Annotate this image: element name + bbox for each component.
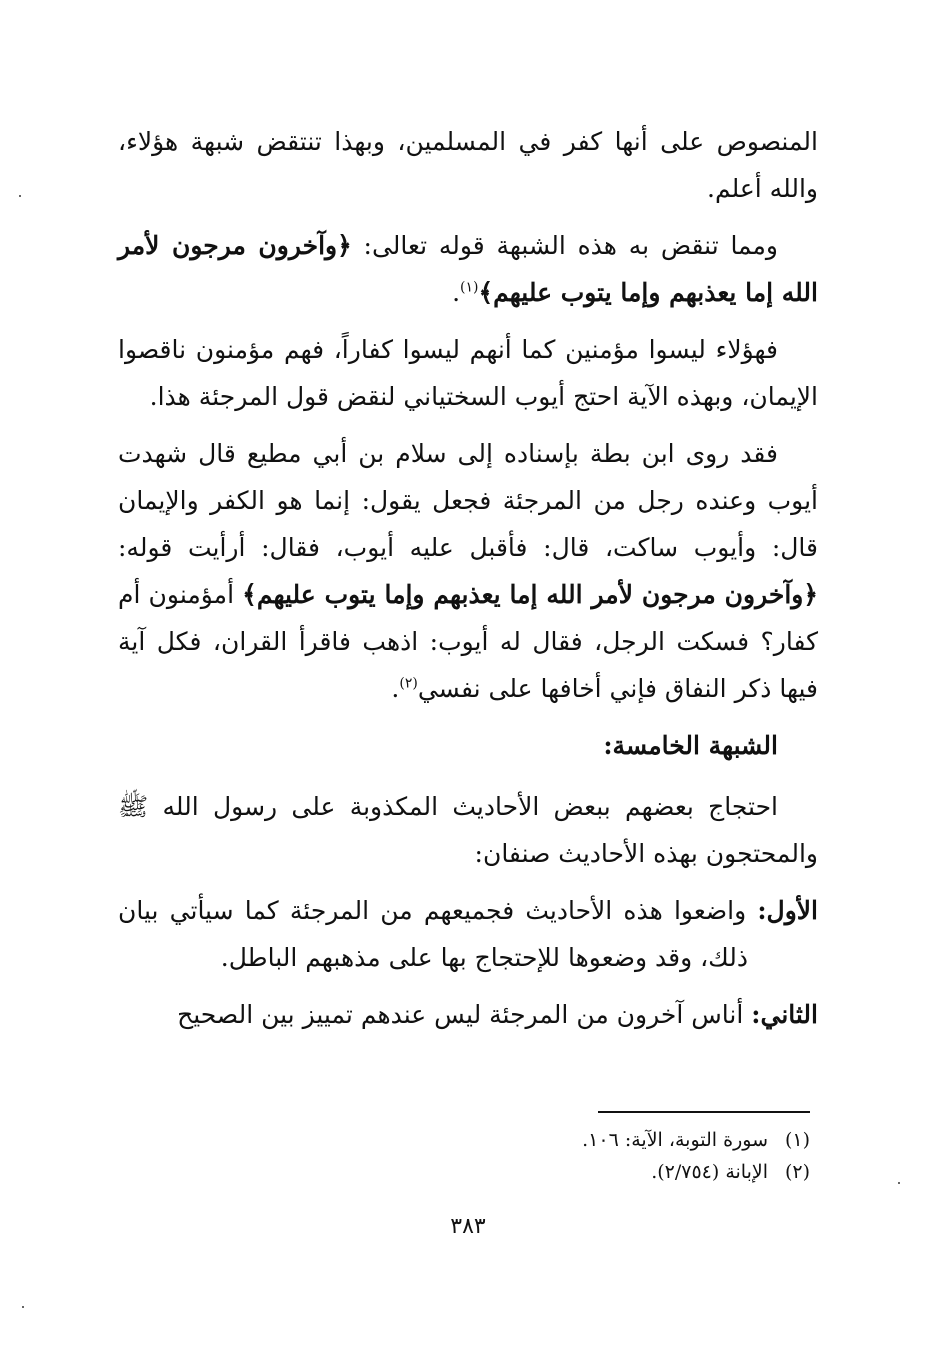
- footnote-2: [400, 1156, 810, 1188]
- footnote-ref-1: (١): [460, 279, 479, 296]
- scan-speck: [19, 195, 21, 197]
- sentence-end: .: [452, 278, 461, 307]
- footnote-separator: [598, 1111, 810, 1113]
- page-number: ٣٨٣: [450, 1214, 486, 1239]
- footnote-text: الإبانة (٢/٧٥٤).: [651, 1161, 768, 1183]
- quran-verse: ﴿وآخرون مرجون لأمر الله إما يعذبهم وإما يتوب عليهم﴾: [242, 580, 819, 609]
- paragraph-4-text-b: أمؤمنون أم كفار؟ فسكت الرجل، فقال له أيوب: اذهب فاقرأ القران، فكل آية فيها ذكر النفاق فإني أخافها على نفسي: [118, 580, 818, 703]
- sentence-end: .: [391, 674, 400, 703]
- footnote-1: [400, 1124, 810, 1156]
- list-item-second: [118, 991, 818, 1038]
- paragraph-3: فهؤلاء ليسوا مؤمنين كما أنهم ليسوا كفاراً، فهم مؤمنون ناقصوا الإيمان، وبهذه الآية احتج أيوب السختياني لنقض قول المرجئة هذا.: [118, 335, 818, 411]
- footnote-number: (٢): [784, 1161, 810, 1183]
- list-item-first: [118, 887, 818, 981]
- list-item-text: أناس آخرون من المرجئة ليس عندهم تمييز بين الصحيح: [177, 1000, 752, 1029]
- paragraph-4-text-a: فقد روى ابن بطة بإسناده إلى سلام بن أبي مطيع قال شهدت أيوب وعنده رجل من المرجئة فجعل يقول: إنما هو الكفر والإيمان قال: وأيوب ساكت، قال: فأقبل عليه أيوب، فقال: أرأيت قوله:: [118, 439, 818, 562]
- list-item-label: الثاني:: [751, 1000, 818, 1029]
- footnotes: [400, 1124, 810, 1188]
- footnote-ref-2: (٢): [399, 675, 418, 692]
- footnote-text: سورة التوبة، الآية: ١٠٦.: [582, 1129, 768, 1151]
- paragraph-2: [118, 222, 818, 316]
- scan-speck: [22, 1306, 24, 1308]
- scan-speck: [898, 1182, 900, 1184]
- list-item-text: واضعوا هذه الأحاديث فجميعهم من المرجئة كما سيأتي بيان ذلك، وقد وضعوها للإحتجاج بها على مذهبهم الباطل.: [118, 896, 758, 972]
- footnote-number: (١): [784, 1129, 810, 1151]
- section-heading: الشبهة الخامسة:: [603, 731, 778, 760]
- paragraph-5: احتجاج بعضهم ببعض الأحاديث المكذوبة على رسول الله ﷺ والمحتجون بهذه الأحاديث صنفان:: [118, 792, 818, 868]
- paragraph-4: [118, 430, 818, 712]
- list-item-label: الأول:: [757, 896, 818, 925]
- main-text: [118, 118, 818, 1048]
- paragraph-1: المنصوص على أنها كفر في المسلمين، وبهذا تنتقض شبهة هؤلاء، والله أعلم.: [118, 127, 818, 203]
- quran-verse: ﴿وآخرون مرجون لأمر الله إما يعذبهم وإما يتوب عليهم﴾: [118, 231, 818, 307]
- paragraph-2-intro: ومما تنقض به هذه الشبهة قوله تعالى:: [351, 231, 778, 260]
